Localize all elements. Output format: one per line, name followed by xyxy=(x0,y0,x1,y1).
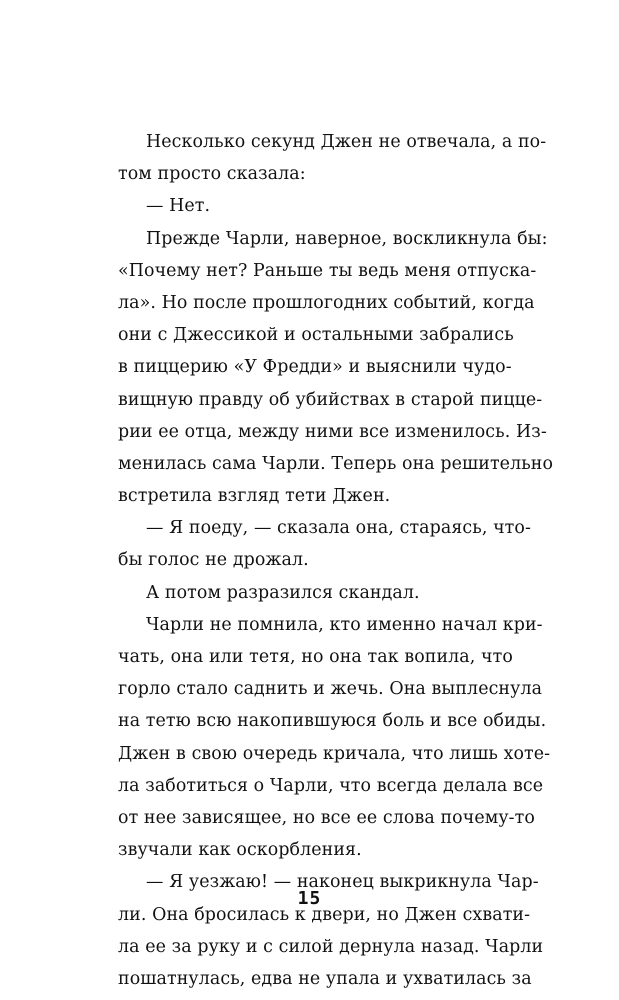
page-number: 15 xyxy=(297,888,322,909)
text-line: Чарли не помнила, кто именно начал кри- xyxy=(146,614,543,635)
text-line: на тетю всю накопившуюся боль и все обиды. xyxy=(118,711,547,732)
text-line: Джен в свою очередь кричала, что лишь хоте- xyxy=(118,743,551,764)
body-text xyxy=(118,126,554,995)
text-line: чать, она или тетя, но она так вопила, что xyxy=(118,647,513,667)
text-line: ла». Но после прошлогодних событий, когда xyxy=(118,292,535,313)
text-line: — Я поеду, — сказала она, стараясь, что- xyxy=(146,518,531,539)
text-line: звучали как оскорбления. xyxy=(118,840,362,861)
text-line: Несколько секунд Джен не отвечала, а по- xyxy=(146,132,547,152)
text-line: «Почему нет? Раньше ты ведь меня отпуска- xyxy=(118,260,537,281)
text-line: встретила взгляд тети Джен. xyxy=(118,486,391,507)
text-line: они с Джессикой и остальными забрались xyxy=(118,325,514,346)
text-line: А потом разразился скандал. xyxy=(146,582,420,603)
text-line: бы голос не дрожал. xyxy=(118,550,309,571)
text-line: ла заботиться о Чарли, что всегда делала все xyxy=(118,775,544,796)
text-line: менилась сама Чарли. Теперь она решительно xyxy=(118,453,554,474)
text-line: вищную правду об убийствах в старой пицце- xyxy=(118,389,543,410)
text-line: — Я уезжаю! — наконец выкрикнула Чар- xyxy=(146,872,539,893)
text-line: ла ее за руку и с силой дернула назад. Чарли xyxy=(118,936,544,957)
text-line: рии ее отца, между ними все изменилось. Из- xyxy=(118,421,547,442)
text-line: пошатнулась, едва не упала и ухватилась за xyxy=(118,968,532,989)
text-line: от нее зависящее, но все ее слова почему-то xyxy=(118,807,535,828)
text-line: Прежде Чарли, наверное, воскликнула бы: xyxy=(146,228,548,249)
text-line: том просто сказала: xyxy=(118,164,306,185)
text-line: горло стало саднить и жечь. Она выплеснула xyxy=(118,679,543,700)
text-line: — Нет. xyxy=(146,196,211,217)
text-line: в пиццерию «У Фредди» и выяснили чудо- xyxy=(118,357,512,378)
text-line: ли. Она бросилась к двери, но Джен схвати- xyxy=(118,904,531,925)
